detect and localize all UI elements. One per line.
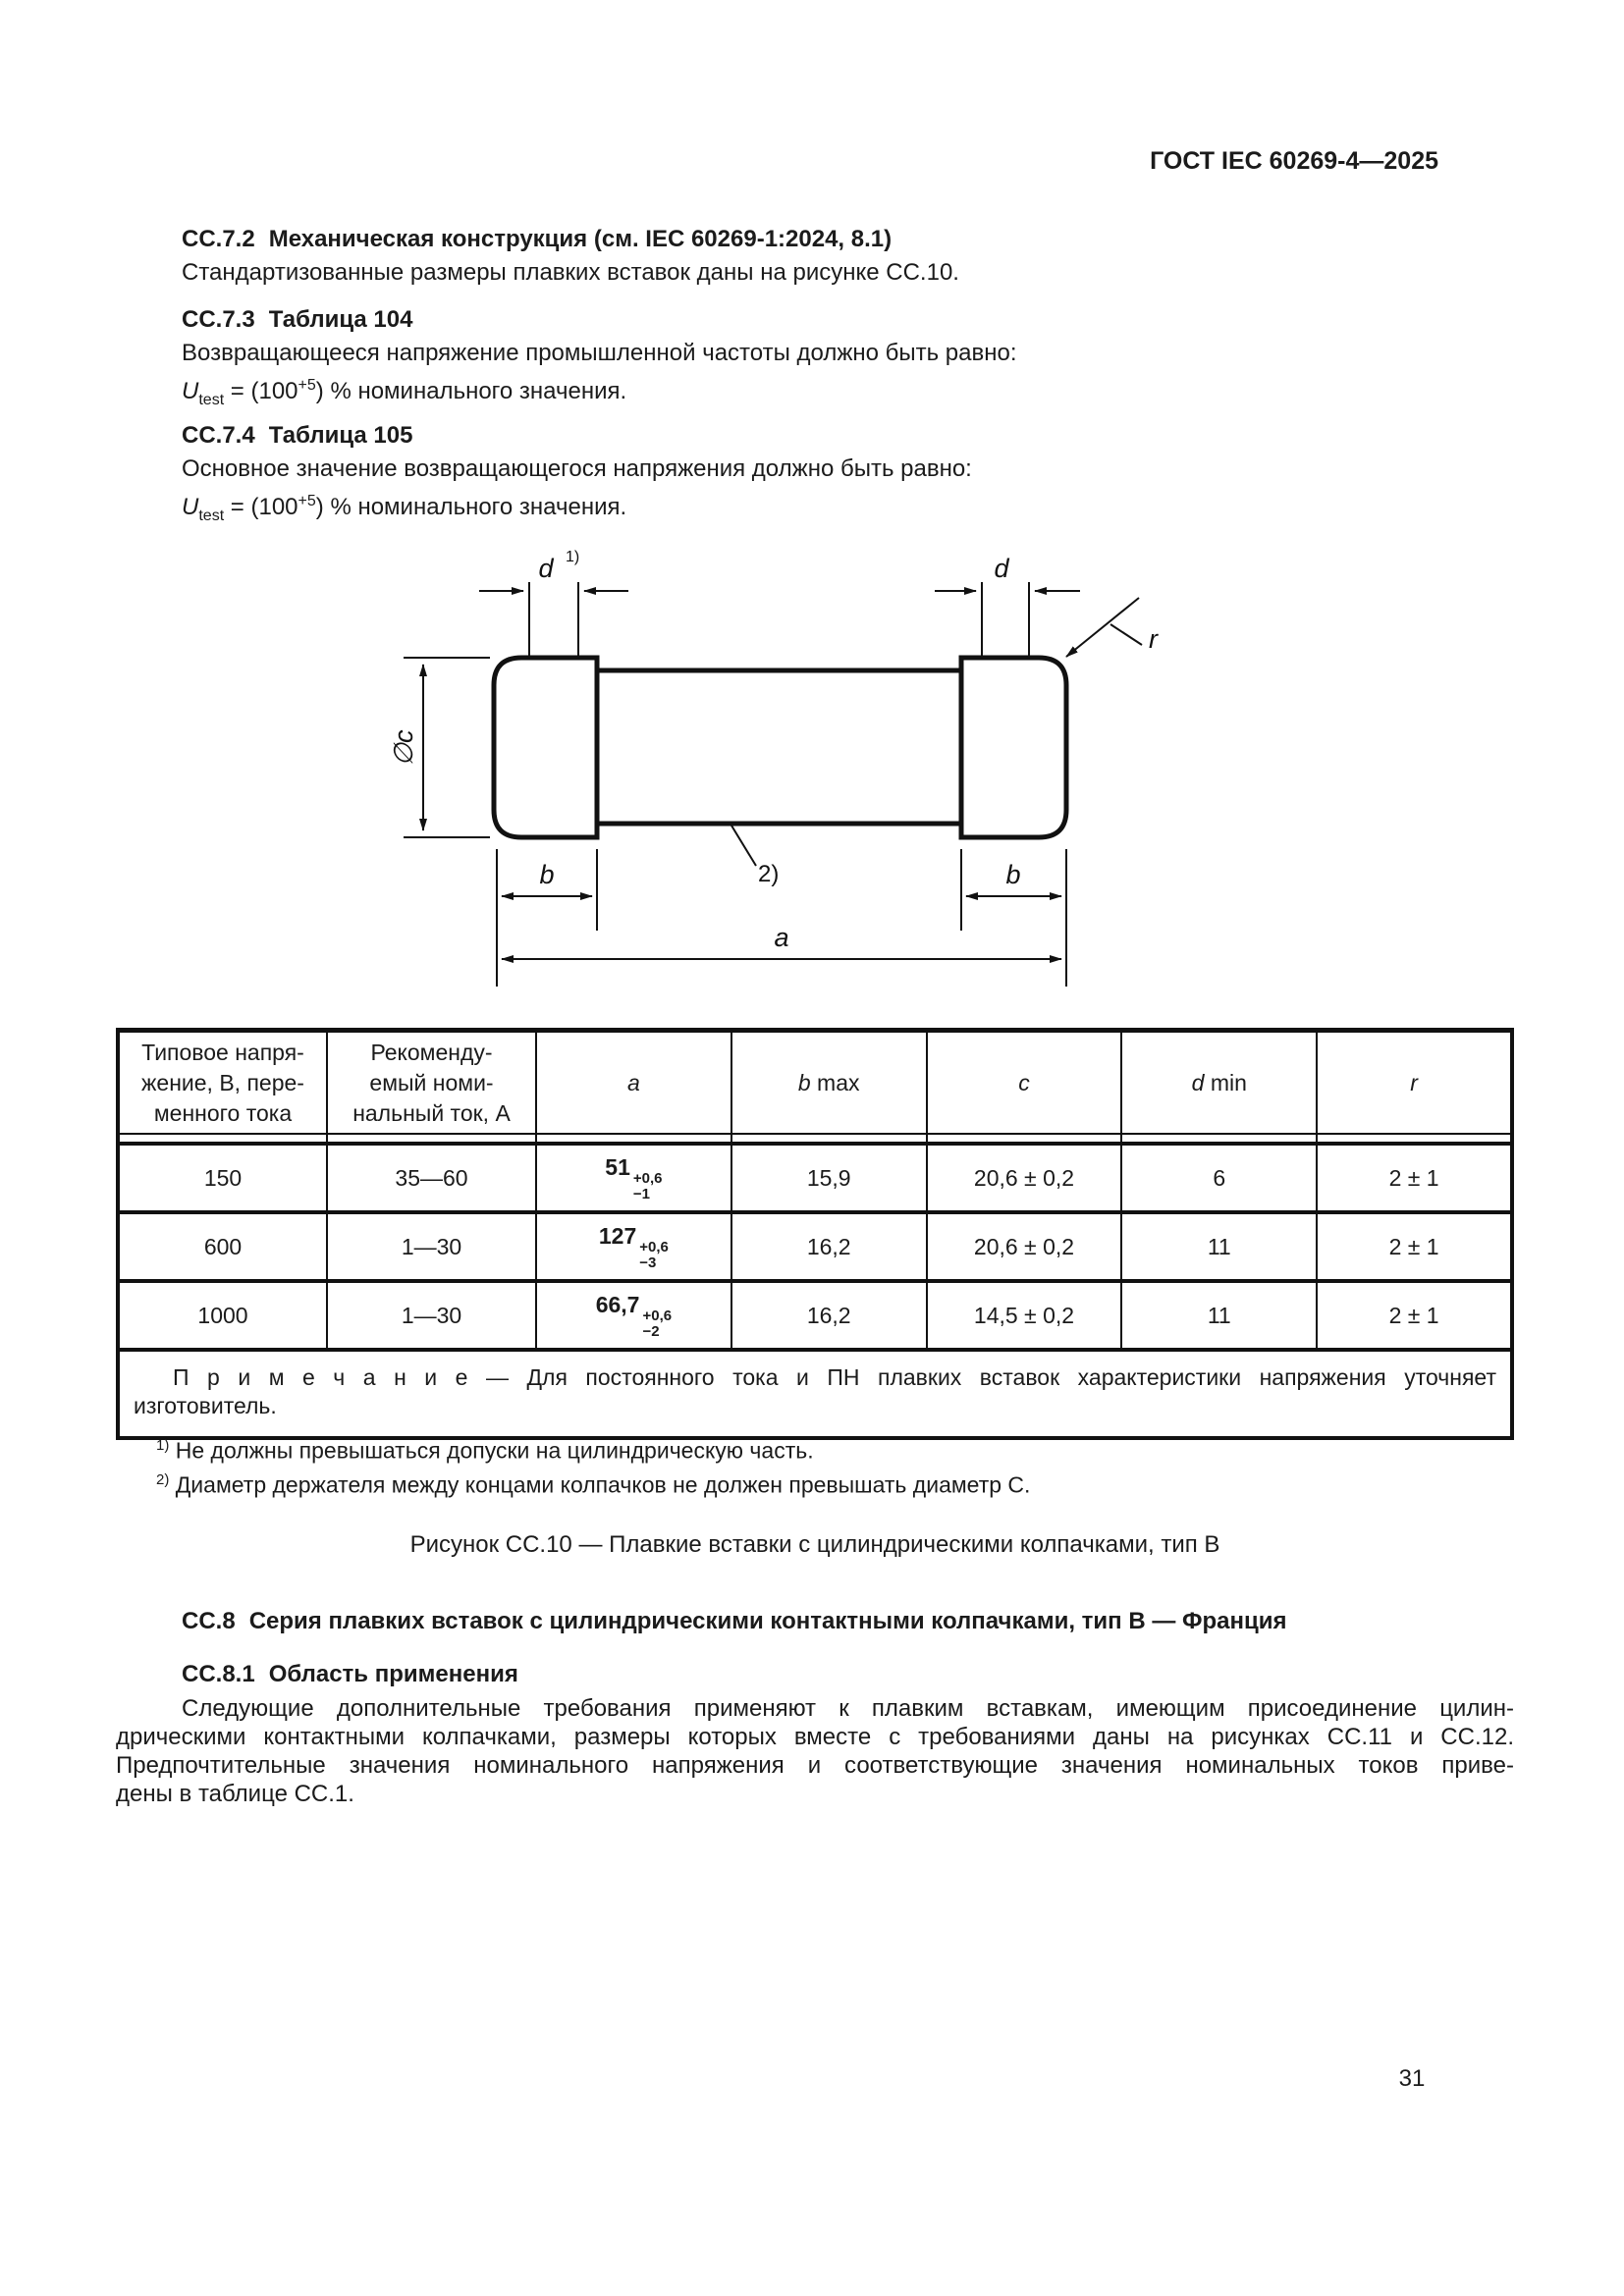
section-title: Серия плавких вставок с цилиндрическими контактными колпачками, тип B — Франция — [248, 1608, 1287, 1634]
fuse-cap-left — [494, 658, 597, 837]
footnote-mark: 1) — [156, 1437, 170, 1454]
col-header-c: c — [927, 1031, 1122, 1135]
formula-mid: = (100 — [224, 494, 298, 520]
formula-subscript: test — [198, 391, 225, 408]
section-heading-cc74 — [116, 422, 1514, 450]
table-note-row — [118, 1350, 1512, 1438]
leader-line-note2 — [731, 826, 756, 866]
paragraph-cc73: Возвращающееся напряжение промышленной частоты должно быть равно: — [182, 340, 1017, 366]
fuse-cap-right — [961, 658, 1066, 837]
section-number: СС.8 — [182, 1608, 236, 1634]
section-number: СС.7.2 — [182, 226, 255, 252]
col-header-b-max: b max — [731, 1031, 927, 1135]
fuse-body-outline — [597, 670, 961, 824]
standard-number-header: ГОСТ IEC 60269-4—2025 — [1150, 147, 1438, 175]
section-heading-cc81 — [116, 1661, 1514, 1688]
dim-label-diameter-c: ∅c — [389, 729, 418, 767]
dim-label-b-right: b — [1005, 860, 1021, 889]
cell-current: 1—30 — [327, 1212, 536, 1281]
col-header-r: r — [1317, 1031, 1512, 1135]
cell-r: 2 ± 1 — [1317, 1144, 1512, 1212]
formula-mid: = (100 — [224, 378, 298, 404]
col-header-current: Рекоменду- емый номи- нальный ток, А — [327, 1031, 536, 1135]
formula-end: ) % номинального значения. — [315, 494, 627, 520]
table-note-line1: П р и м е ч а н и е — Для постоянного тока и ПН плавких вставок характеристики напряжения уточняет — [173, 1364, 1496, 1390]
table-row — [118, 1212, 1512, 1281]
table-row — [118, 1144, 1512, 1212]
cell-d: 11 — [1121, 1212, 1317, 1281]
table-header-separator — [118, 1134, 1512, 1144]
table-header-row — [118, 1031, 1512, 1135]
section-title: Таблица 104 — [268, 306, 413, 333]
formula-superscript: +5 — [298, 493, 316, 509]
formula-end: ) % номинального значения. — [315, 378, 627, 404]
section-heading-cc72 — [116, 226, 1514, 253]
dim-label-d-left: d — [538, 554, 554, 583]
cell-r: 2 ± 1 — [1317, 1212, 1512, 1281]
section-title: Область применения — [268, 1661, 518, 1687]
fuse-link-drawing-svg — [275, 540, 1257, 1001]
section-number: СС.8.1 — [182, 1661, 255, 1687]
paragraph-cc81 — [116, 1694, 1514, 1808]
cell-d: 11 — [1121, 1281, 1317, 1350]
cell-d: 6 — [1121, 1144, 1317, 1212]
dim-label-d-left-footnote-mark: 1) — [566, 549, 580, 565]
cell-c: 20,6 ± 0,2 — [927, 1212, 1122, 1281]
dimensions-table — [116, 1028, 1514, 1440]
cell-r: 2 ± 1 — [1317, 1281, 1512, 1350]
footnote-2: $^{2)}$ Диаметр держателя между концами колпачков не должен превышать диаметр С. — [156, 1471, 1031, 1498]
page-number: 31 — [1398, 2065, 1426, 2092]
figure-caption: Рисунок СС.10 — Плавкие вставки с цилиндрическими колпачками, тип B — [409, 1531, 1220, 1558]
footnote-1: $^{1)}$ Не должны превышаться допуски на цилиндрическую часть. — [156, 1437, 814, 1464]
cell-current: 1—30 — [327, 1281, 536, 1350]
paragraph-line: Предпочтительные значения номинального напряжения и соответствующие значения номинальных токов приве- — [116, 1752, 1514, 1779]
section-number: СС.7.3 — [182, 306, 255, 333]
cell-voltage: 600 — [118, 1212, 327, 1281]
table-row — [118, 1281, 1512, 1350]
cell-b: 15,9 — [731, 1144, 927, 1212]
section-heading-cc73 — [116, 306, 1514, 334]
formula-superscript: +5 — [298, 377, 316, 394]
dim-label-r: r — [1149, 624, 1158, 654]
cell-b: 16,2 — [731, 1212, 927, 1281]
paragraph-cc74: Основное значение возвращающегося напряжения должно быть равно: — [182, 455, 972, 482]
paragraph-line: Следующие дополнительные требования применяют к плавким вставкам, имеющим присоединение цилин- — [182, 1695, 1514, 1722]
cell-c: 14,5 ± 0,2 — [927, 1281, 1122, 1350]
cell-b: 16,2 — [731, 1281, 927, 1350]
dim-label-d-right: d — [994, 554, 1009, 583]
footnote-mark: 2) — [156, 1471, 170, 1488]
leader-line-r — [1066, 598, 1139, 657]
section-heading-cc8 — [116, 1608, 1514, 1635]
col-header-a: a — [536, 1031, 731, 1135]
cell-a: 51 +0,6 −1 — [536, 1144, 731, 1212]
paragraph-line: дены в таблице СС.1. — [116, 1781, 354, 1807]
col-header-voltage: Типовое напря- жение, В, пере- менного тока — [118, 1031, 327, 1135]
paragraph-cc72: Стандартизованные размеры плавких вставок даны на рисунке СС.10. — [182, 259, 959, 286]
formula-utest-1 — [116, 377, 1514, 409]
body-note-2-label: 2) — [758, 861, 780, 887]
cell-a: 127 +0,6 −3 — [536, 1212, 731, 1281]
section-title: Таблица 105 — [268, 422, 413, 449]
formula-subscript: test — [198, 507, 225, 524]
formula-variable: U — [182, 378, 199, 404]
note-label: П р и м е ч а н и е — [173, 1364, 468, 1390]
paragraph-line: дрическими контактными колпачками, размеры которых вместе с требованиями даны на рисунках СС.11 и СС.12. — [116, 1724, 1514, 1750]
fuse-link-drawing — [275, 540, 1257, 1001]
section-title: Механическая конструкция (см. IEC 60269-1:2024, 8.1) — [268, 226, 893, 252]
formula-variable: U — [182, 494, 199, 520]
leader-line-r-tick — [1110, 624, 1142, 645]
col-header-d-min: d min — [1121, 1031, 1317, 1135]
dim-label-a: a — [774, 923, 789, 952]
cell-voltage: 150 — [118, 1144, 327, 1212]
formula-utest-2 — [116, 493, 1514, 525]
cell-a: 66,7 +0,6 −2 — [536, 1281, 731, 1350]
cell-voltage: 1000 — [118, 1281, 327, 1350]
dim-label-b-left: b — [539, 860, 555, 889]
table-note-line2: изготовитель. — [134, 1393, 277, 1418]
section-number: СС.7.4 — [182, 422, 255, 449]
cell-current: 35—60 — [327, 1144, 536, 1212]
cell-c: 20,6 ± 0,2 — [927, 1144, 1122, 1212]
